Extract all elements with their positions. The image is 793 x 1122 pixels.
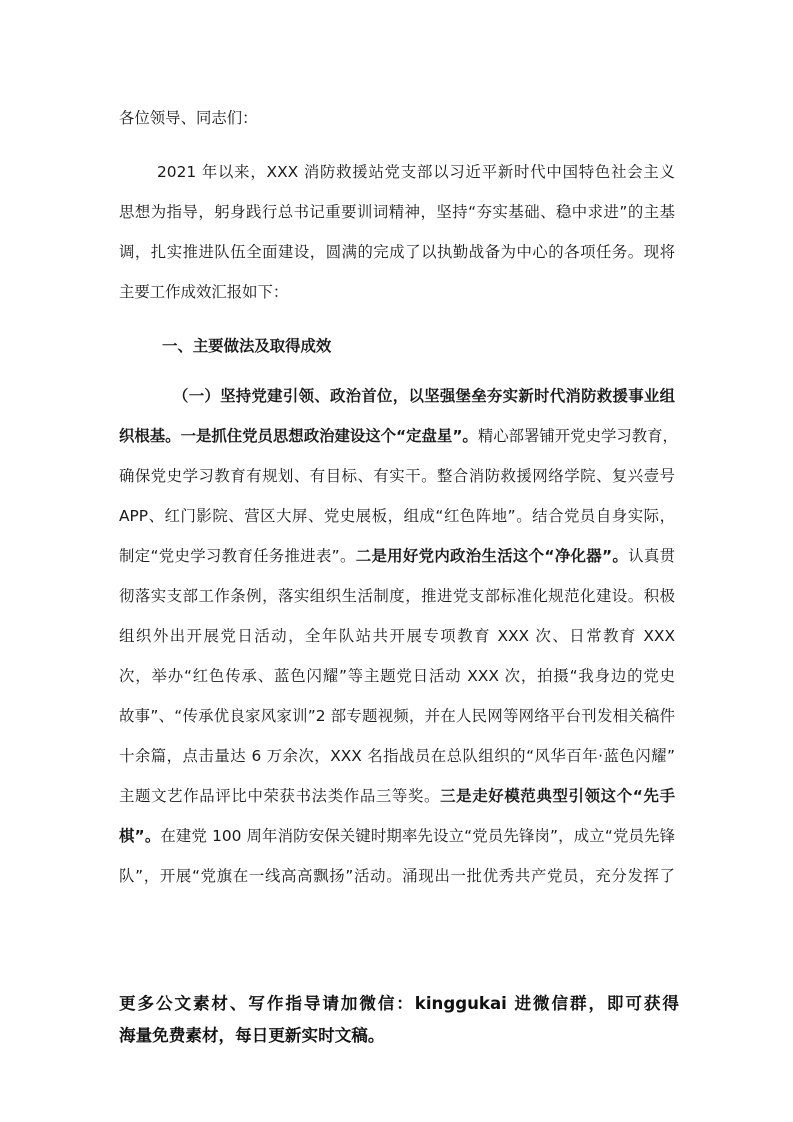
- intro-line: 思想为指导，躬身践行总书记重要训词精神，坚持“夯实基础、稳中求进”的主基: [119, 203, 675, 221]
- bold-phrase: 棋”。: [119, 827, 161, 845]
- intro-line: 主要工作成效汇报如下：: [119, 283, 289, 301]
- paragraph-line: 十余篇，点击量达 6 万余次，XXX 名指战员在总队组织的“风华百年·蓝色闪耀”: [119, 747, 675, 765]
- greeting: 各位领导、同志们：: [119, 109, 258, 127]
- paragraph-line: 确保党史学习教育有规划、有目标、有实干。整合消防救援网络学院、复兴壹号: [119, 467, 675, 485]
- text-run: 认真贯: [628, 547, 675, 565]
- promo-line: 更多公文素材、写作指导请加微信：kinggukai 进微信群，即可获得: [119, 994, 679, 1013]
- text-run: 制定“党史学习教育任务推进表”。: [119, 547, 356, 565]
- paragraph-line: [119, 776, 675, 816]
- intro-line: 调，扎实推进队伍全面建设，圆满的完成了以执勤战备为中心的各项任务。现将: [119, 243, 675, 261]
- section-heading: 一、主要做法及取得成效: [162, 337, 332, 355]
- bold-phrase: 三是走好模范典型引领这个“先手: [440, 787, 675, 805]
- bold-phrase: 织根基。一是抓住党员思想政治建设这个“定盘星”。: [119, 427, 478, 445]
- subsection-heading: （一）坚持党建引领、政治首位，以坚强堡垒夯实新时代消防救援事业组: [173, 387, 675, 405]
- paragraph-line: [119, 416, 678, 456]
- paragraph-line: [119, 816, 675, 856]
- promo-line: 海量免费素材，每日更新实时文稿。: [119, 1026, 385, 1045]
- text-run: 在建党 100 周年消防安保关键时期率先设立“党员先锋岗”，成立“党员先锋: [160, 827, 675, 845]
- paragraph-line: 彻落实支部工作条例，落实组织生活制度，推进党支部标准化规范化建设。积极: [119, 587, 675, 605]
- paragraph-line: 组织外出开展党日活动，全年队站共开展专项教育 XXX 次、日常教育 XXX: [119, 627, 675, 645]
- intro-line: 2021 年以来，XXX 消防救援站党支部以习近平新时代中国特色社会主义: [157, 163, 675, 181]
- paragraph-line: [119, 536, 675, 576]
- paragraph-line: 次，举办“红色传承、蓝色闪耀”等主题党日活动 XXX 次，拍摄“我身边的党史: [119, 667, 675, 685]
- paragraph-line: 队”，开展“党旗在一线高高飘扬”活动。涌现出一批优秀共产党员，充分发挥了: [119, 867, 675, 885]
- text-run: 主题文艺作品评比中荣获书法类作品三等奖。: [119, 787, 441, 805]
- bold-phrase: 二是用好党内政治生活这个“净化器”。: [355, 547, 629, 565]
- paragraph-line: 故事”、“传承优良家风家训”2 部专题视频，并在人民网等网络平台刊发相关稿件: [119, 707, 675, 725]
- text-run: 精心部署铺开党史学习教育，: [477, 427, 678, 445]
- paragraph-line: APP、红门影院、营区大屏、党史展板，组成“红色阵地”。结合党员自身实际，: [119, 507, 675, 525]
- section1-paragraph: [119, 376, 678, 896]
- intro-paragraph: [119, 152, 675, 312]
- promo-footer: [119, 988, 679, 1052]
